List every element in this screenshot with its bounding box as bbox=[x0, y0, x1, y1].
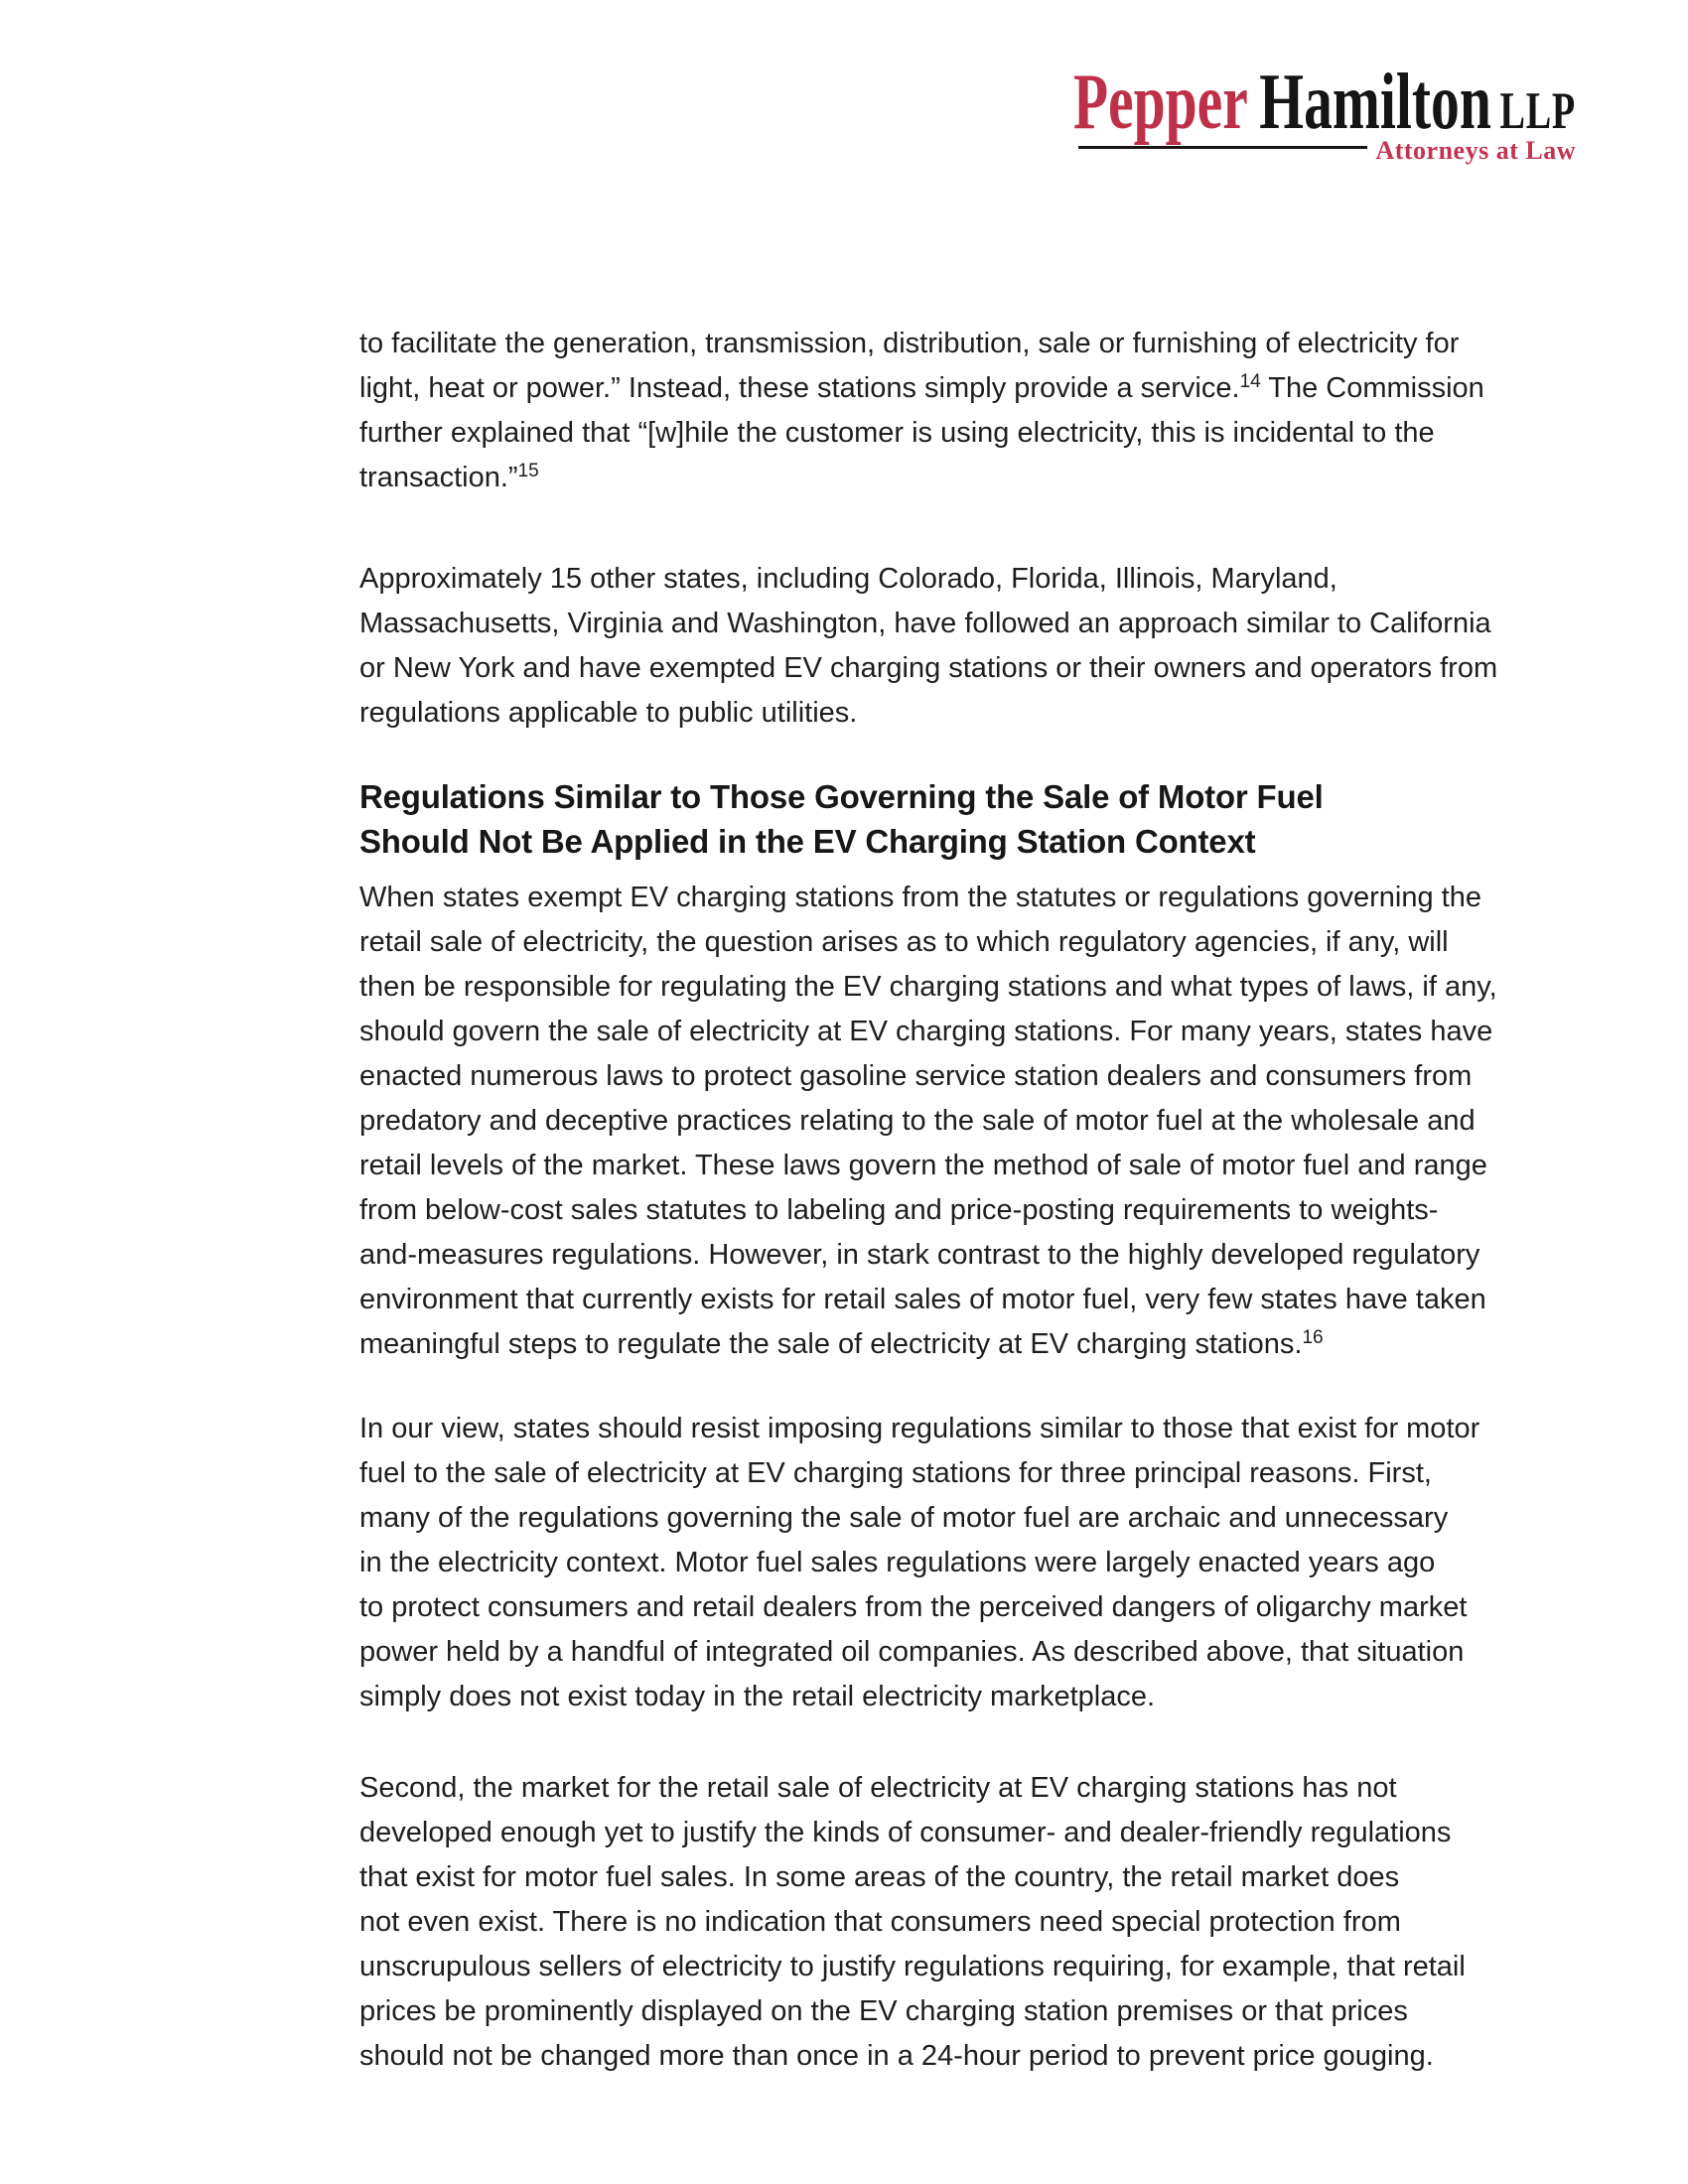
text-line: to protect consumers and retail dealers from the perceived dangers of oligarchy market bbox=[359, 1591, 1468, 1623]
text-line: many of the regulations governing the sale of motor fuel are archaic and unnecessary bbox=[359, 1502, 1449, 1534]
footnote-marker: 15 bbox=[517, 461, 539, 481]
logo-llp-suffix: LLP bbox=[1499, 82, 1576, 140]
text-line: transaction.”$^{15}$ bbox=[359, 461, 539, 493]
text-line: not even exist. There is no indication that consumers need special protection from bbox=[359, 1906, 1401, 1938]
text-line: should not be changed more than once in a 24-hour period to prevent price gouging. bbox=[359, 2040, 1434, 2072]
paragraph-second-market bbox=[359, 1766, 1511, 2079]
text-line: prices be prominently displayed on the EV charging station premises or that prices bbox=[359, 1995, 1408, 2027]
logo-hamilton-text: Hamilton bbox=[1259, 59, 1491, 146]
paragraph-commission-service bbox=[359, 322, 1511, 500]
text-line: developed enough yet to justify the kinds of consumer- and dealer-friendly regulations bbox=[359, 1817, 1452, 1848]
text-line: In our view, states should resist imposing regulations similar to those that exist for motor bbox=[359, 1413, 1480, 1444]
text-line: in the electricity context. Motor fuel sales regulations were largely enacted years ago bbox=[359, 1547, 1436, 1578]
text-line: fuel to the sale of electricity at EV charging stations for three principal reasons. First, bbox=[359, 1457, 1432, 1489]
text-line: power held by a handful of integrated oil companies. As described above, that situation bbox=[359, 1636, 1465, 1668]
text-line: then be responsible for regulating the EV charging stations and what types of laws, if any, bbox=[359, 971, 1497, 1003]
text-line: Massachusetts, Virginia and Washington, have followed an approach similar to California bbox=[359, 608, 1491, 639]
text-line: further explained that “[w]hile the customer is using electricity, this is incidental to the bbox=[359, 417, 1435, 449]
text-line: light, heat or power.” Instead, these stations simply provide a service.$^{14}$ The Commission bbox=[359, 371, 1484, 404]
logo-pepper-text: Pepper bbox=[1072, 59, 1248, 146]
logo-underline-rule bbox=[1078, 146, 1367, 149]
section-heading-motor-fuel-regulations bbox=[359, 774, 1511, 864]
text-line: or New York and have exempted EV charging stations or their owners and operators from bbox=[359, 652, 1498, 684]
text-line: unscrupulous sellers of electricity to justify regulations requiring, for example, that retail bbox=[359, 1951, 1466, 1982]
text-line: predatory and deceptive practices relating to the sale of motor fuel at the wholesale and bbox=[359, 1105, 1476, 1137]
text-line: regulations applicable to public utilities. bbox=[359, 697, 858, 729]
text-line: environment that currently exists for retail sales of motor fuel, very few states have taken bbox=[359, 1284, 1486, 1315]
text-line: from below-cost sales statutes to labeling and price-posting requirements to weights- bbox=[359, 1194, 1439, 1226]
paragraph-other-states bbox=[359, 557, 1511, 736]
text-line: When states exempt EV charging stations from the statutes or regulations governing the bbox=[359, 882, 1481, 913]
text-line: should govern the sale of electricity at EV charging stations. For many years, states have bbox=[359, 1016, 1493, 1047]
text-line: to facilitate the generation, transmission, distribution, sale or furnishing of electricity for bbox=[359, 328, 1460, 359]
logo-tagline-row bbox=[1078, 136, 1576, 166]
paragraph-in-our-view bbox=[359, 1407, 1511, 1719]
logo-tagline: Attorneys at Law bbox=[1375, 136, 1576, 165]
text-line: meaningful steps to regulate the sale of electricity at EV charging stations.$^{16}$ bbox=[359, 1327, 1324, 1360]
text-line: Approximately 15 other states, including Colorado, Florida, Illinois, Maryland, bbox=[359, 563, 1337, 595]
footnote-marker: 14 bbox=[1239, 371, 1261, 392]
text-line: enacted numerous laws to protect gasoline service station dealers and consumers from bbox=[359, 1060, 1473, 1092]
firm-wordmark bbox=[1073, 61, 1576, 144]
text-line: Should Not Be Applied in the EV Charging Station Context bbox=[359, 823, 1256, 860]
document-body bbox=[359, 322, 1511, 2079]
text-line: Regulations Similar to Those Governing the Sale of Motor Fuel bbox=[359, 778, 1324, 815]
firm-logo bbox=[1072, 59, 1576, 175]
paragraph-when-states-exempt bbox=[359, 876, 1511, 1367]
text-line: Second, the market for the retail sale of electricity at EV charging stations has not bbox=[359, 1772, 1397, 1804]
text-line: retail levels of the market. These laws govern the method of sale of motor fuel and range bbox=[359, 1150, 1487, 1181]
text-line: and-measures regulations. However, in stark contrast to the highly developed regulatory bbox=[359, 1239, 1480, 1271]
footnote-marker: 16 bbox=[1302, 1327, 1324, 1348]
text-line: that exist for motor fuel sales. In some areas of the country, the retail market does bbox=[359, 1861, 1400, 1893]
text-line: retail sale of electricity, the question arises as to which regulatory agencies, if any, will bbox=[359, 926, 1449, 958]
text-line: simply does not exist today in the retail electricity marketplace. bbox=[359, 1681, 1156, 1712]
